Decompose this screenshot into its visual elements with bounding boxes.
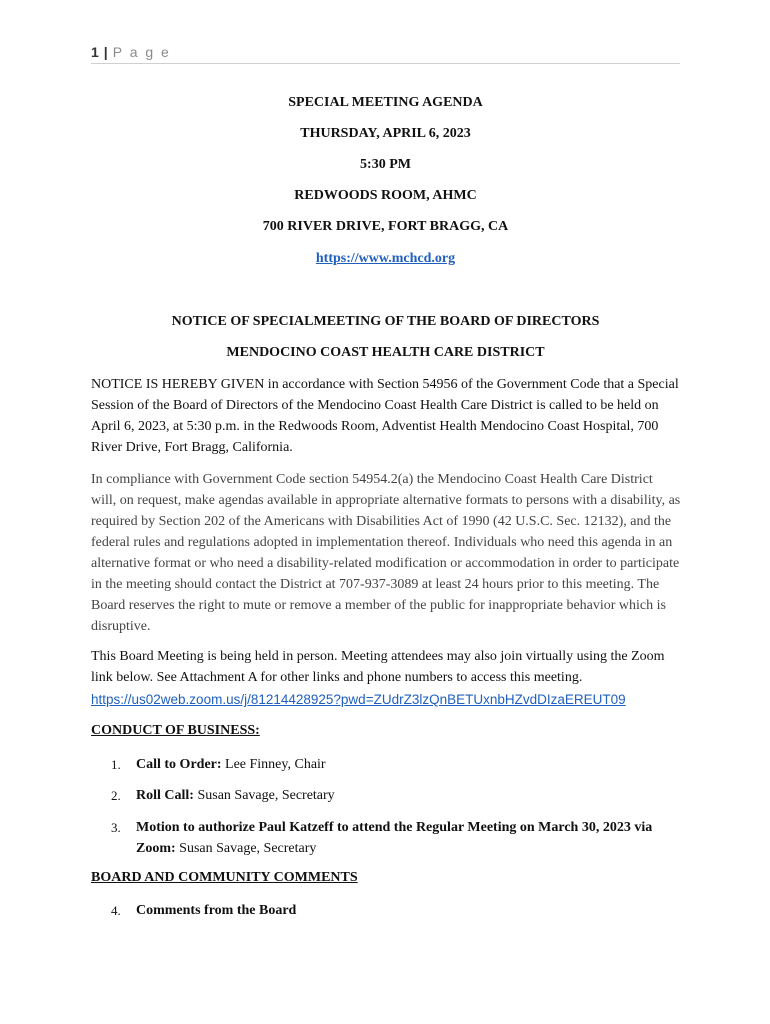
page-word: P a g e (112, 44, 171, 60)
meeting-address: 700 RIVER DRIVE, FORT BRAGG, CA (262, 219, 509, 234)
item-title: Call to Order: (136, 757, 222, 772)
agenda-title: SPECIAL MEETING AGENDA (288, 95, 483, 110)
district-heading: MENDOCINO COAST HEALTH CARE DISTRICT (226, 345, 545, 360)
list-item (111, 754, 681, 775)
list-item (111, 817, 681, 859)
item-title: Roll Call: (136, 788, 194, 803)
item-title: Motion to authorize Paul Katzeff to attend the Regular Meeting on March 30, 2023 via Zoom: (136, 820, 653, 856)
item-detail: Susan Savage, Secretary (197, 788, 335, 803)
website-link[interactable]: https://www.mchcd.org (315, 251, 456, 266)
page-separator: | (103, 44, 109, 60)
comments-heading: BOARD AND COMMUNITY COMMENTS (91, 870, 358, 885)
item-title: Comments from the Board (136, 903, 297, 918)
item-number: 2. (111, 788, 121, 803)
item-number: 3. (111, 820, 121, 835)
list-item (111, 900, 681, 921)
zoom-link[interactable]: https://us02web.zoom.us/j/81214428925?pwd=ZUdrZ3lzQnBETUxnbHZvdDIzaEREUT09 (91, 692, 626, 707)
notice-paragraph: NOTICE IS HEREBY GIVEN in accordance with Section 54956 of the Government Code that a Special Session of the Board of Directors of the Mendocino Coast Health Care District is called to be held on April 6, 2023, at 5:30 p.m. in the Redwoods Room, Adventist Health Mendocino Coast Hospital, 700 River Drive, Fort Bragg, California. (91, 377, 679, 455)
conduct-heading: CONDUCT OF BUSINESS: (91, 723, 260, 738)
page-header (91, 44, 680, 64)
in-person-paragraph: This Board Meeting is being held in person. Meeting attendees may also join virtually using the Zoom link below. See Attachment A for other links and phone numbers to access this meeting. (91, 649, 665, 685)
item-detail: Lee Finney, Chair (225, 757, 326, 772)
meeting-room: REDWOODS ROOM, AHMC (294, 188, 477, 203)
notice-heading: NOTICE OF SPECIALMEETING OF THE BOARD OF DIRECTORS (171, 314, 600, 329)
item-number: 4. (111, 903, 121, 918)
page-number: 1 (91, 44, 100, 60)
list-item (111, 785, 681, 806)
accessibility-paragraph: In compliance with Government Code section 54954.2(a) the Mendocino Coast Health Care District will, on request, make agendas available in appropriate alternative formats to persons with a disability, as required by Section 202 of the Americans with Disabilities Act of 1990 (42 U.S.C. Sec. 12132), and the federal rules and regulations adopted in implementation thereof. Individuals who need this agenda in an alternative format or who need a disability-related modification or accommodation in order to participate in the meeting should contact the District at 707-937-3089 at least 24 hours prior to this meeting. The Board reserves the right to mute or remove a member of the public for inappropriate behavior which is disruptive. (91, 472, 681, 634)
item-detail: Susan Savage, Secretary (179, 841, 317, 856)
meeting-time: 5:30 PM (360, 157, 411, 172)
item-number: 1. (111, 757, 121, 772)
meeting-date: THURSDAY, APRIL 6, 2023 (300, 126, 471, 141)
